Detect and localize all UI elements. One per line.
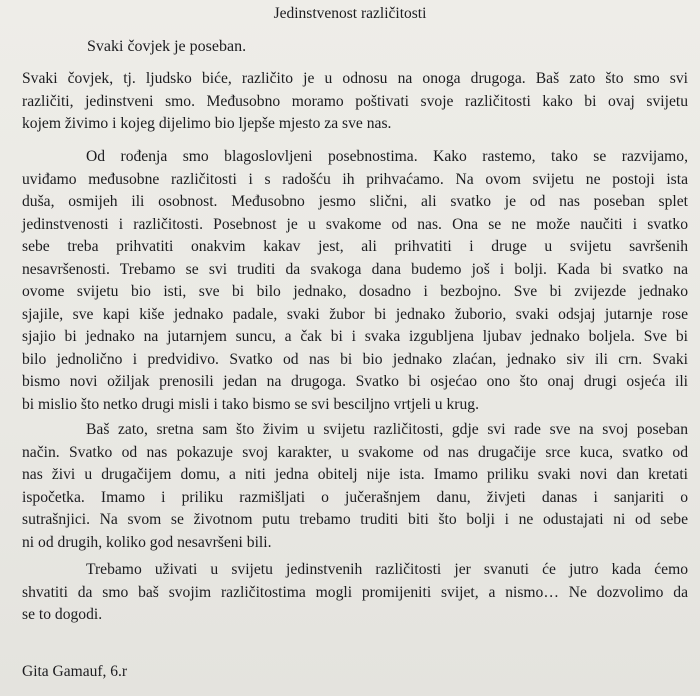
paragraph-line: uviđamo međusobne različitosti i s radošću ih prihvaćamo. Na ovom svijetu ne postoji ista [22,170,688,188]
paragraph-line: bismo novi ožiljak prenosili jedan na drugoga. Svatko bi osjećao ono što onaj drugi osjeća ili [22,373,688,390]
paragraph-line: ovome svijetu bio isti, sve bi bilo jednako, dosadno i bezbojno. Sve bi zvijezde jednako [22,283,688,300]
paragraph-line: način. Svatko od nas pokazuje svoj karakter, u svakome od nas drugačije srce kuca, svatko od [22,443,688,461]
paragraph-line: sjajile, sve kapi kiše jednako padale, svaki žubor bi jednako žuborio, svaki odsjaj jutarnje rose [22,305,688,323]
paragraph-3 [22,419,688,554]
document-title: Jedinstvenost različitosti [273,5,427,22]
paragraph-line: Svaki čovjek, tj. ljudsko biće, različito je u odnosu na onoga drugoga. Baš zato što smo svi [22,70,688,87]
paragraph-line: Od rođenja smo blagoslovljeni posebnostima. Kako rastemo, tako se razvijamo, [86,148,688,165]
paragraph-line: kojem živimo i kojeg dijelimo bio ljepše mjesto za sve nas. [22,115,392,132]
paragraph-line: nas živi u drugačijem domu, a niti jedna obitelj nije ista. Imamo priliku svaki novi dan kretati [22,466,688,483]
paragraph-line: bilo jednolično i predvidivo. Svatko od nas bi bio jednako zlaćan, jednako siv ili crn. Svaki [22,350,688,368]
paragraph-line: sjajio bi jednako na jutarnjem suncu, a čak bi i svaka izgubljena ljubav jednako boljela. Sve bi [22,328,688,345]
paragraph-line: shvatiti da smo baš svojim različitostima mogli promijeniti svijet, a nismo… Ne dozvolimo da [22,583,688,601]
paragraph-line: sebe treba prihvatiti onakvim kakav jest, ali prihvatiti i druge u svijetu savršenih [22,238,688,255]
paragraph-1 [22,68,688,136]
paragraph-line: ni od drugih, koliko god nesavršeni bili. [22,533,272,551]
author-signature: Gita Gamauf, 6.r [22,663,128,680]
paragraph-line: nesavršenosti. Trebamo se svi truditi da svakoga dana budemo još i bolji. Kada bi svatko na [22,260,688,278]
paragraph-line: sutrašnjici. Na svom se životnom putu trebamo truditi biti što bolji i ne odustajati ni od sebe [22,511,688,528]
paragraph-line: ispočetka. Imamo i priliku razmišljati o jučerašnjem danu, živjeti danas i sanjariti o [22,488,688,506]
paragraph-line: duša, osmijeh ili osobnost. Međusobno jesmo slični, ali svatko je od nas poseban splet [22,193,688,210]
paragraph-line: Trebamo uživati u svijetu jedinstvenih različitosti jer svanuti će jutro kada ćemo [86,561,688,578]
paragraph-line: Baš zato, sretna sam što živim u svijetu različitosti, gdje svi rade sve na svoj poseban [86,421,688,438]
paragraph-line: jedinstvenosti i različitosti. Posebnost je u svakome od nas. Ona se ne može naučiti i svatko [22,215,688,233]
paragraph-line: različiti, jedinstveni smo. Međusobno moramo poštivati svoje različitosti kako bi ovaj svijetu [22,92,688,110]
document-subtitle: Svaki čovjek je poseban. [87,38,247,55]
paragraph-line: bi mislio što netko drugi misli i tako bismo se svi besciljno vrtjeli u krug. [22,395,479,413]
paragraph-2 [22,146,688,416]
paragraph-line: se to dogodi. [22,606,103,623]
paragraph-4 [22,559,688,627]
